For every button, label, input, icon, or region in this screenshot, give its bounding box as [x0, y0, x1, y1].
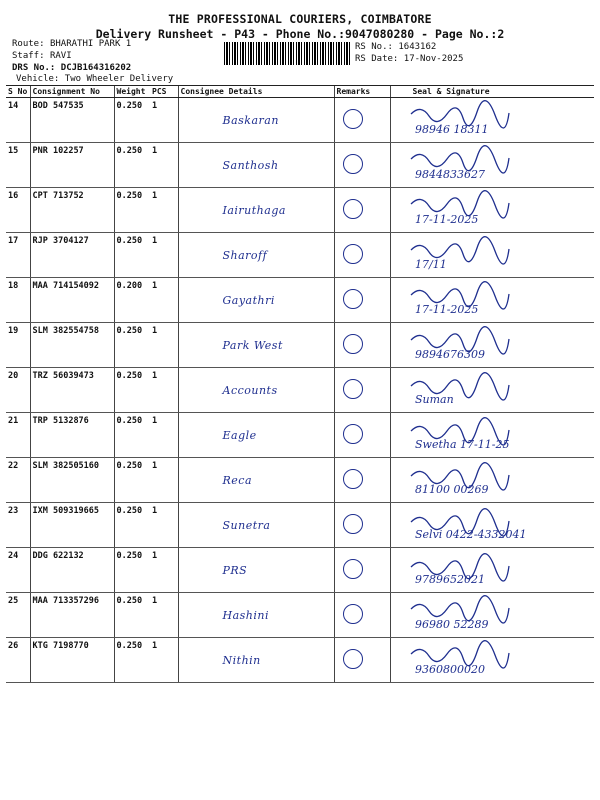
row-seal-signature-cell: [390, 233, 594, 278]
rs-no-label: RS No.:: [355, 42, 393, 52]
rs-date-value: 17-Nov-2025: [403, 54, 464, 64]
rs-date-info: [355, 53, 463, 65]
row-pcs: 1: [150, 368, 178, 413]
table-row: [6, 278, 594, 323]
row-remarks-cell: [334, 233, 390, 278]
remark-circle-mark: [343, 514, 363, 534]
remark-circle-mark: [343, 469, 363, 489]
row-consignment-no: SLM 382554758: [30, 323, 114, 368]
row-remarks-cell: [334, 413, 390, 458]
table-row: [6, 98, 594, 143]
row-weight: 0.250: [114, 458, 150, 503]
row-consignee-cell: [178, 413, 334, 458]
row-consignee-cell: [178, 98, 334, 143]
row-seal-signature-cell: [390, 638, 594, 683]
consignee-name: Santhosh: [222, 158, 279, 172]
row-consignee-cell: [178, 458, 334, 503]
row-sno: 14: [6, 98, 30, 143]
table-row: [6, 593, 594, 638]
row-weight: 0.250: [114, 323, 150, 368]
row-pcs: 1: [150, 458, 178, 503]
row-sno: 19: [6, 323, 30, 368]
row-consignment-no: RJP 3704127: [30, 233, 114, 278]
signature-scribble: [391, 640, 591, 680]
rs-no-info: [355, 41, 436, 53]
vehicle-label: Vehicle:: [16, 74, 60, 84]
row-seal-signature-cell: [390, 548, 594, 593]
consignee-name: Iairuthaga: [222, 203, 286, 217]
row-remarks-cell: [334, 143, 390, 188]
row-sno: 26: [6, 638, 30, 683]
row-pcs: 1: [150, 278, 178, 323]
staff-label: Staff:: [12, 51, 45, 61]
row-sno: 24: [6, 548, 30, 593]
row-sno: 22: [6, 458, 30, 503]
row-sno: 15: [6, 143, 30, 188]
row-consignee-cell: [178, 368, 334, 413]
row-weight: 0.250: [114, 233, 150, 278]
row-remarks-cell: [334, 323, 390, 368]
signature-handwritten-text: 17/11: [414, 258, 447, 271]
row-seal-signature-cell: [390, 278, 594, 323]
row-pcs: 1: [150, 143, 178, 188]
row-consignee-cell: [178, 188, 334, 233]
signature-scribble: [391, 100, 591, 140]
remark-circle-mark: [343, 154, 363, 174]
row-remarks-cell: [334, 503, 390, 548]
row-pcs: 1: [150, 98, 178, 143]
row-sno: 20: [6, 368, 30, 413]
runsheet-table: [6, 85, 594, 683]
signature-scribble: [391, 415, 591, 455]
col-consignment: Consignment No: [30, 86, 114, 98]
col-sno: S No: [6, 86, 30, 98]
consignee-name: Eagle: [222, 428, 257, 442]
signature-handwritten-text: 9789652021: [414, 573, 485, 586]
signature-scribble: [391, 235, 591, 275]
table-row: [6, 143, 594, 188]
row-weight: 0.250: [114, 548, 150, 593]
row-consignment-no: TRP 5132876: [30, 413, 114, 458]
row-consignment-no: MAA 713357296: [30, 593, 114, 638]
signature-handwritten-text: 9360800020: [414, 663, 485, 676]
row-pcs: 1: [150, 638, 178, 683]
row-consignment-no: IXM 509319665: [30, 503, 114, 548]
row-sno: 21: [6, 413, 30, 458]
consignee-name: Sunetra: [222, 518, 271, 532]
row-remarks-cell: [334, 548, 390, 593]
row-consignee-cell: [178, 233, 334, 278]
row-remarks-cell: [334, 98, 390, 143]
remark-circle-mark: [343, 244, 363, 264]
consignee-name: Sharoff: [222, 248, 268, 262]
row-consignment-no: MAA 714154092: [30, 278, 114, 323]
signature-handwritten-text: Swetha 17-11-25: [414, 438, 509, 451]
drs-label: DRS No.:: [12, 63, 56, 73]
signature-scribble: [391, 325, 591, 365]
row-sno: 18: [6, 278, 30, 323]
signature-handwritten-text: Selvi 0422-4332041: [414, 528, 526, 541]
table-row: [6, 548, 594, 593]
row-remarks-cell: [334, 278, 390, 323]
row-weight: 0.250: [114, 188, 150, 233]
row-consignee-cell: [178, 548, 334, 593]
consignee-name: Baskaran: [222, 113, 279, 127]
remark-circle-mark: [343, 379, 363, 399]
signature-handwritten-text: 17-11-2025: [414, 213, 478, 226]
row-pcs: 1: [150, 323, 178, 368]
row-consignee-cell: [178, 638, 334, 683]
row-weight: 0.250: [114, 593, 150, 638]
row-consignment-no: PNR 102257: [30, 143, 114, 188]
row-consignee-cell: [178, 278, 334, 323]
row-remarks-cell: [334, 368, 390, 413]
row-seal-signature-cell: [390, 98, 594, 143]
row-consignee-cell: [178, 143, 334, 188]
signature-scribble: [391, 370, 591, 410]
row-seal-signature-cell: [390, 458, 594, 503]
row-seal-signature-cell: [390, 368, 594, 413]
row-seal-signature-cell: [390, 593, 594, 638]
row-consignment-no: SLM 382505160: [30, 458, 114, 503]
row-sno: 17: [6, 233, 30, 278]
row-consignment-no: KTG 7198770: [30, 638, 114, 683]
signature-scribble: [391, 595, 591, 635]
signature-handwritten-text: 98946 18311: [414, 123, 488, 136]
row-seal-signature-cell: [390, 323, 594, 368]
table-header-row: [6, 86, 594, 98]
remark-circle-mark: [343, 604, 363, 624]
table-row: [6, 458, 594, 503]
row-remarks-cell: [334, 638, 390, 683]
table-row: [6, 188, 594, 233]
table-row: [6, 233, 594, 278]
row-pcs: 1: [150, 503, 178, 548]
remark-circle-mark: [343, 649, 363, 669]
row-seal-signature-cell: [390, 503, 594, 548]
remark-circle-mark: [343, 289, 363, 309]
row-sno: 23: [6, 503, 30, 548]
row-remarks-cell: [334, 593, 390, 638]
consignee-name: Gayathri: [222, 293, 275, 307]
consignee-name: Reca: [222, 473, 253, 487]
row-consignment-no: CPT 713752: [30, 188, 114, 233]
remark-circle-mark: [343, 334, 363, 354]
col-pcs: PCS: [150, 86, 178, 98]
table-row: [6, 368, 594, 413]
row-pcs: 1: [150, 593, 178, 638]
row-consignment-no: DDG 622132: [30, 548, 114, 593]
runsheet-subtitle: Delivery Runsheet - P43 - Phone No.:9047080280 - Page No.:2: [95, 27, 505, 41]
signature-scribble: [391, 190, 591, 230]
route-label: Route:: [12, 39, 45, 49]
row-weight: 0.250: [114, 638, 150, 683]
row-weight: 0.250: [114, 503, 150, 548]
row-pcs: 1: [150, 413, 178, 458]
consignee-name: Accounts: [222, 383, 278, 397]
vehicle-info: [16, 73, 173, 85]
row-sno: 25: [6, 593, 30, 638]
remark-circle-mark: [343, 424, 363, 444]
col-consignee: Consignee Details: [178, 86, 334, 98]
staff-value: RAVI: [49, 51, 72, 61]
row-weight: 0.250: [114, 98, 150, 143]
rs-no-value: 1643162: [398, 42, 437, 52]
remark-circle-mark: [343, 109, 363, 129]
staff-info: [12, 50, 72, 62]
col-weight: Weight: [114, 86, 150, 98]
row-consignee-cell: [178, 593, 334, 638]
signature-handwritten-text: Suman: [414, 393, 454, 406]
signature-scribble: [391, 505, 591, 545]
consignee-name: PRS: [222, 563, 248, 577]
row-weight: 0.250: [114, 143, 150, 188]
row-sno: 16: [6, 188, 30, 233]
row-consignee-cell: [178, 323, 334, 368]
row-weight: 0.250: [114, 413, 150, 458]
row-weight: 0.250: [114, 368, 150, 413]
barcode: [224, 42, 350, 65]
signature-handwritten-text: 17-11-2025: [414, 303, 478, 316]
row-seal-signature-cell: [390, 143, 594, 188]
rs-date-label: RS Date:: [355, 54, 399, 64]
table-row: [6, 638, 594, 683]
row-consignment-no: BOD 547535: [30, 98, 114, 143]
signature-scribble: [391, 280, 591, 320]
document-title: THE PROFESSIONAL COURIERS, COIMBATORE: [168, 12, 432, 26]
table-row: [6, 323, 594, 368]
row-pcs: 1: [150, 548, 178, 593]
row-pcs: 1: [150, 233, 178, 278]
row-remarks-cell: [334, 188, 390, 233]
row-seal-signature-cell: [390, 413, 594, 458]
row-seal-signature-cell: [390, 188, 594, 233]
col-remarks: Remarks: [334, 86, 390, 98]
signature-scribble: [391, 460, 591, 500]
signature-scribble: [391, 550, 591, 590]
drs-value: DCJB164316202: [60, 63, 132, 73]
consignee-name: Hashini: [222, 608, 270, 622]
vehicle-value: Two Wheeler Delivery: [64, 74, 174, 84]
signature-handwritten-text: 81100 00269: [414, 483, 488, 496]
row-consignee-cell: [178, 503, 334, 548]
route-info: [12, 38, 131, 50]
consignee-name: Park West: [222, 338, 283, 352]
consignee-name: Nithin: [222, 653, 261, 667]
signature-handwritten-text: 9894676309: [414, 348, 485, 361]
table-row: [6, 503, 594, 548]
row-remarks-cell: [334, 458, 390, 503]
row-weight: 0.200: [114, 278, 150, 323]
remark-circle-mark: [343, 199, 363, 219]
table-row: [6, 413, 594, 458]
remark-circle-mark: [343, 559, 363, 579]
signature-handwritten-text: 96980 52289: [414, 618, 488, 631]
col-seal: Seal & Signature: [390, 86, 594, 98]
row-consignment-no: TRZ 56039473: [30, 368, 114, 413]
signature-handwritten-text: 9844833627: [414, 168, 485, 181]
signature-scribble: [391, 145, 591, 185]
route-value: BHARATHI PARK 1: [49, 39, 132, 49]
row-pcs: 1: [150, 188, 178, 233]
